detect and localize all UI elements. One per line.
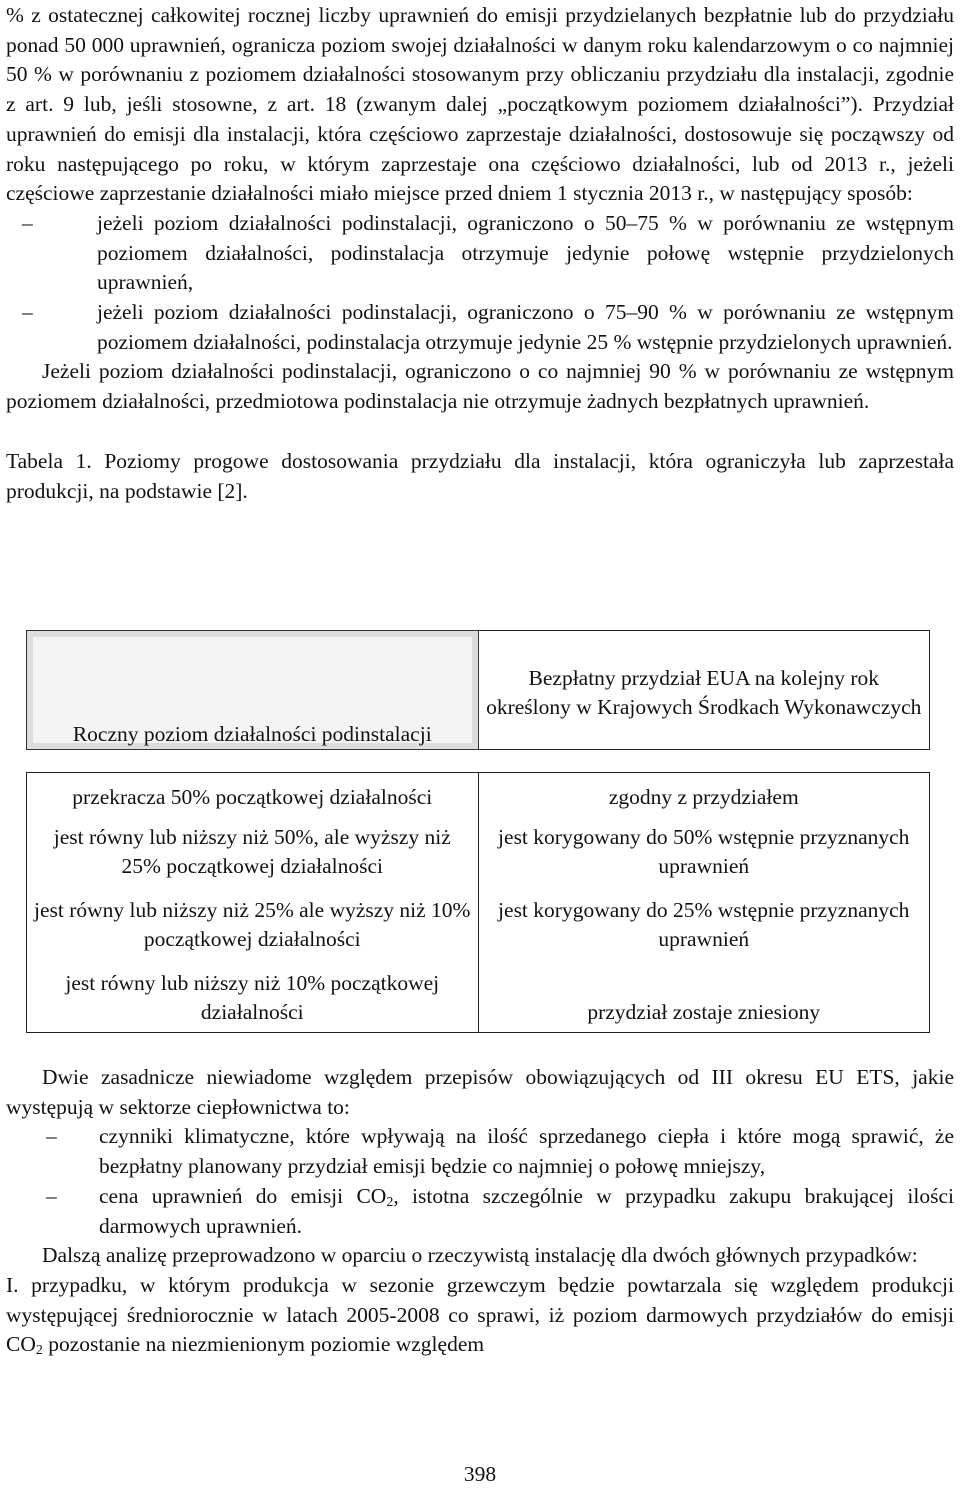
paragraph-threshold: Jeżeli poziom działalności podinstalacji, ograniczono o co najmniej 90 % w porównaniu ze wstępnym poziomem działalności, przedmiotowa podinstalacja nie otrzymuje żadnych bezpłatnych uprawnień. [6,359,954,414]
table-cell: jest korygowany do 25% wstępnie przyznanych uprawnień [478,882,930,955]
list-item [6,1122,954,1181]
table-header-row [27,631,930,750]
document-page-lower [6,1063,954,1360]
table-cell: jest równy lub niższy niż 10% początkowej działalności [27,955,479,1033]
list-item-text-b: , istotna szczególnie w przypadku zakupu brakującej ilości darmowych uprawnień. [99,1183,955,1238]
paragraph-analysis: Dalszą analizę przeprowadzono w oparciu o rzeczywistą instalację dla dwóch głównych przypadków: [42,1243,918,1268]
list-item-text: czynniki klimatyczne, które wpływają na ilość sprzedanego ciepła i które mogą sprawić, że bezpłatny planowany przydział emisji będzie co najmniej o połowę mniejszy, [99,1124,954,1179]
table-cell: przydział zostaje zniesiony [478,955,930,1033]
list-item [6,298,954,357]
table-row [27,773,930,813]
subscript: 2 [386,1194,394,1210]
table-cell: jest równy lub niższy niż 25% ale wyższy niż 10% początkowej działalności [27,882,479,955]
table-header-cell: Bezpłatny przydział EUA na kolejny rok określony w Krajowych Środkach Wykonawczych [478,631,930,750]
page-number: 398 [463,1462,497,1486]
paragraph-unknowns: Dwie zasadnicze niewiadome względem przepisów obowiązujących od III okresu EU ETS, jakie występują w sektorze ciepłownictwa to: [6,1065,954,1119]
table-caption: Tabela 1. Poziomy progowe dostosowania przydziału dla instalacji, która ograniczyła lub zaprzestała produkcji, na podstawie [2]. [6,448,954,503]
table-cell: zgodny z przydziałem [478,773,930,813]
paragraph-case-1-a: I. przypadku, w którym produkcja w sezonie grzewczym będzie powtarzala się względem produkcji występującej średniorocznie w latach 2005-2008 co sprawi, iż poziom darmowych przydziałów do emisji CO [6,1272,954,1357]
list-item-text: jeżeli poziom działalności podinstalacji, ograniczono o 50–75 % w porównaniu ze wstępnym poziomem działalności, podinstalacja otrzymuje jedynie połowę wstępnie przydzielonych uprawnień, [97,210,954,295]
list-item [6,1182,954,1241]
table-cell: jest korygowany do 50% wstępnie przyznanych uprawnień [478,813,930,882]
dash-marker: – [46,1183,57,1208]
list-item-text: jeżeli poziom działalności podinstalacji, ograniczono o 75–90 % w porównaniu ze wstępnym poziomem działalności, podinstalacja otrzymuje jedynie 25 % wstępnie przydzielonych uprawnień. [97,300,954,354]
subscript: 2 [35,1343,43,1359]
dash-marker: – [22,300,33,325]
table-header-cell: Roczny poziom działalności podinstalacji [27,631,479,750]
list-item [6,209,954,298]
paragraph-case-1-b: pozostanie na niezmienionym poziomie względem [42,1332,485,1357]
table-row [27,882,930,955]
table-row [27,955,930,1033]
list-item-text-a: cena uprawnień do emisji CO [99,1183,387,1208]
threshold-table [26,630,930,1033]
table-cell: jest równy lub niższy niż 50%, ale wyższy niż 25% początkowej działalności [27,813,479,882]
paragraph-intro: % z ostatecznej całkowitej rocznej liczby uprawnień do emisji przydzielanych bezpłatnie lub do przydziału ponad 50 000 uprawnień, ogranicza poziom swojej działalności w danym roku kalendarzowym o co najmniej 50 % w porównaniu z poziomem działalności stosowanym przy obliczaniu przydziału dla instalacji, zgodnie z art. 9 lub, jeśli stosowne, z art. 18 (zwanym dalej „początkowym poziomem działalności”). Przydział uprawnień do emisji dla instalacji, która częściowo zaprzestaje działalności, dostosowuje się począwszy od roku następującego po roku, w którym zaprzestaje ona częściowo działalności, lub od 2013 r., jeżeli częściowe zaprzestanie działalności miało miejsce przed dniem 1 stycznia 2013 r., w następujący sposób: [6,3,954,206]
table-row [27,813,930,882]
dash-marker: – [22,210,33,235]
table-cell: przekracza 50% początkowej działalności [27,773,479,813]
document-page [6,0,954,506]
dash-marker: – [46,1124,57,1149]
paragraph-case-1 [6,1271,954,1360]
